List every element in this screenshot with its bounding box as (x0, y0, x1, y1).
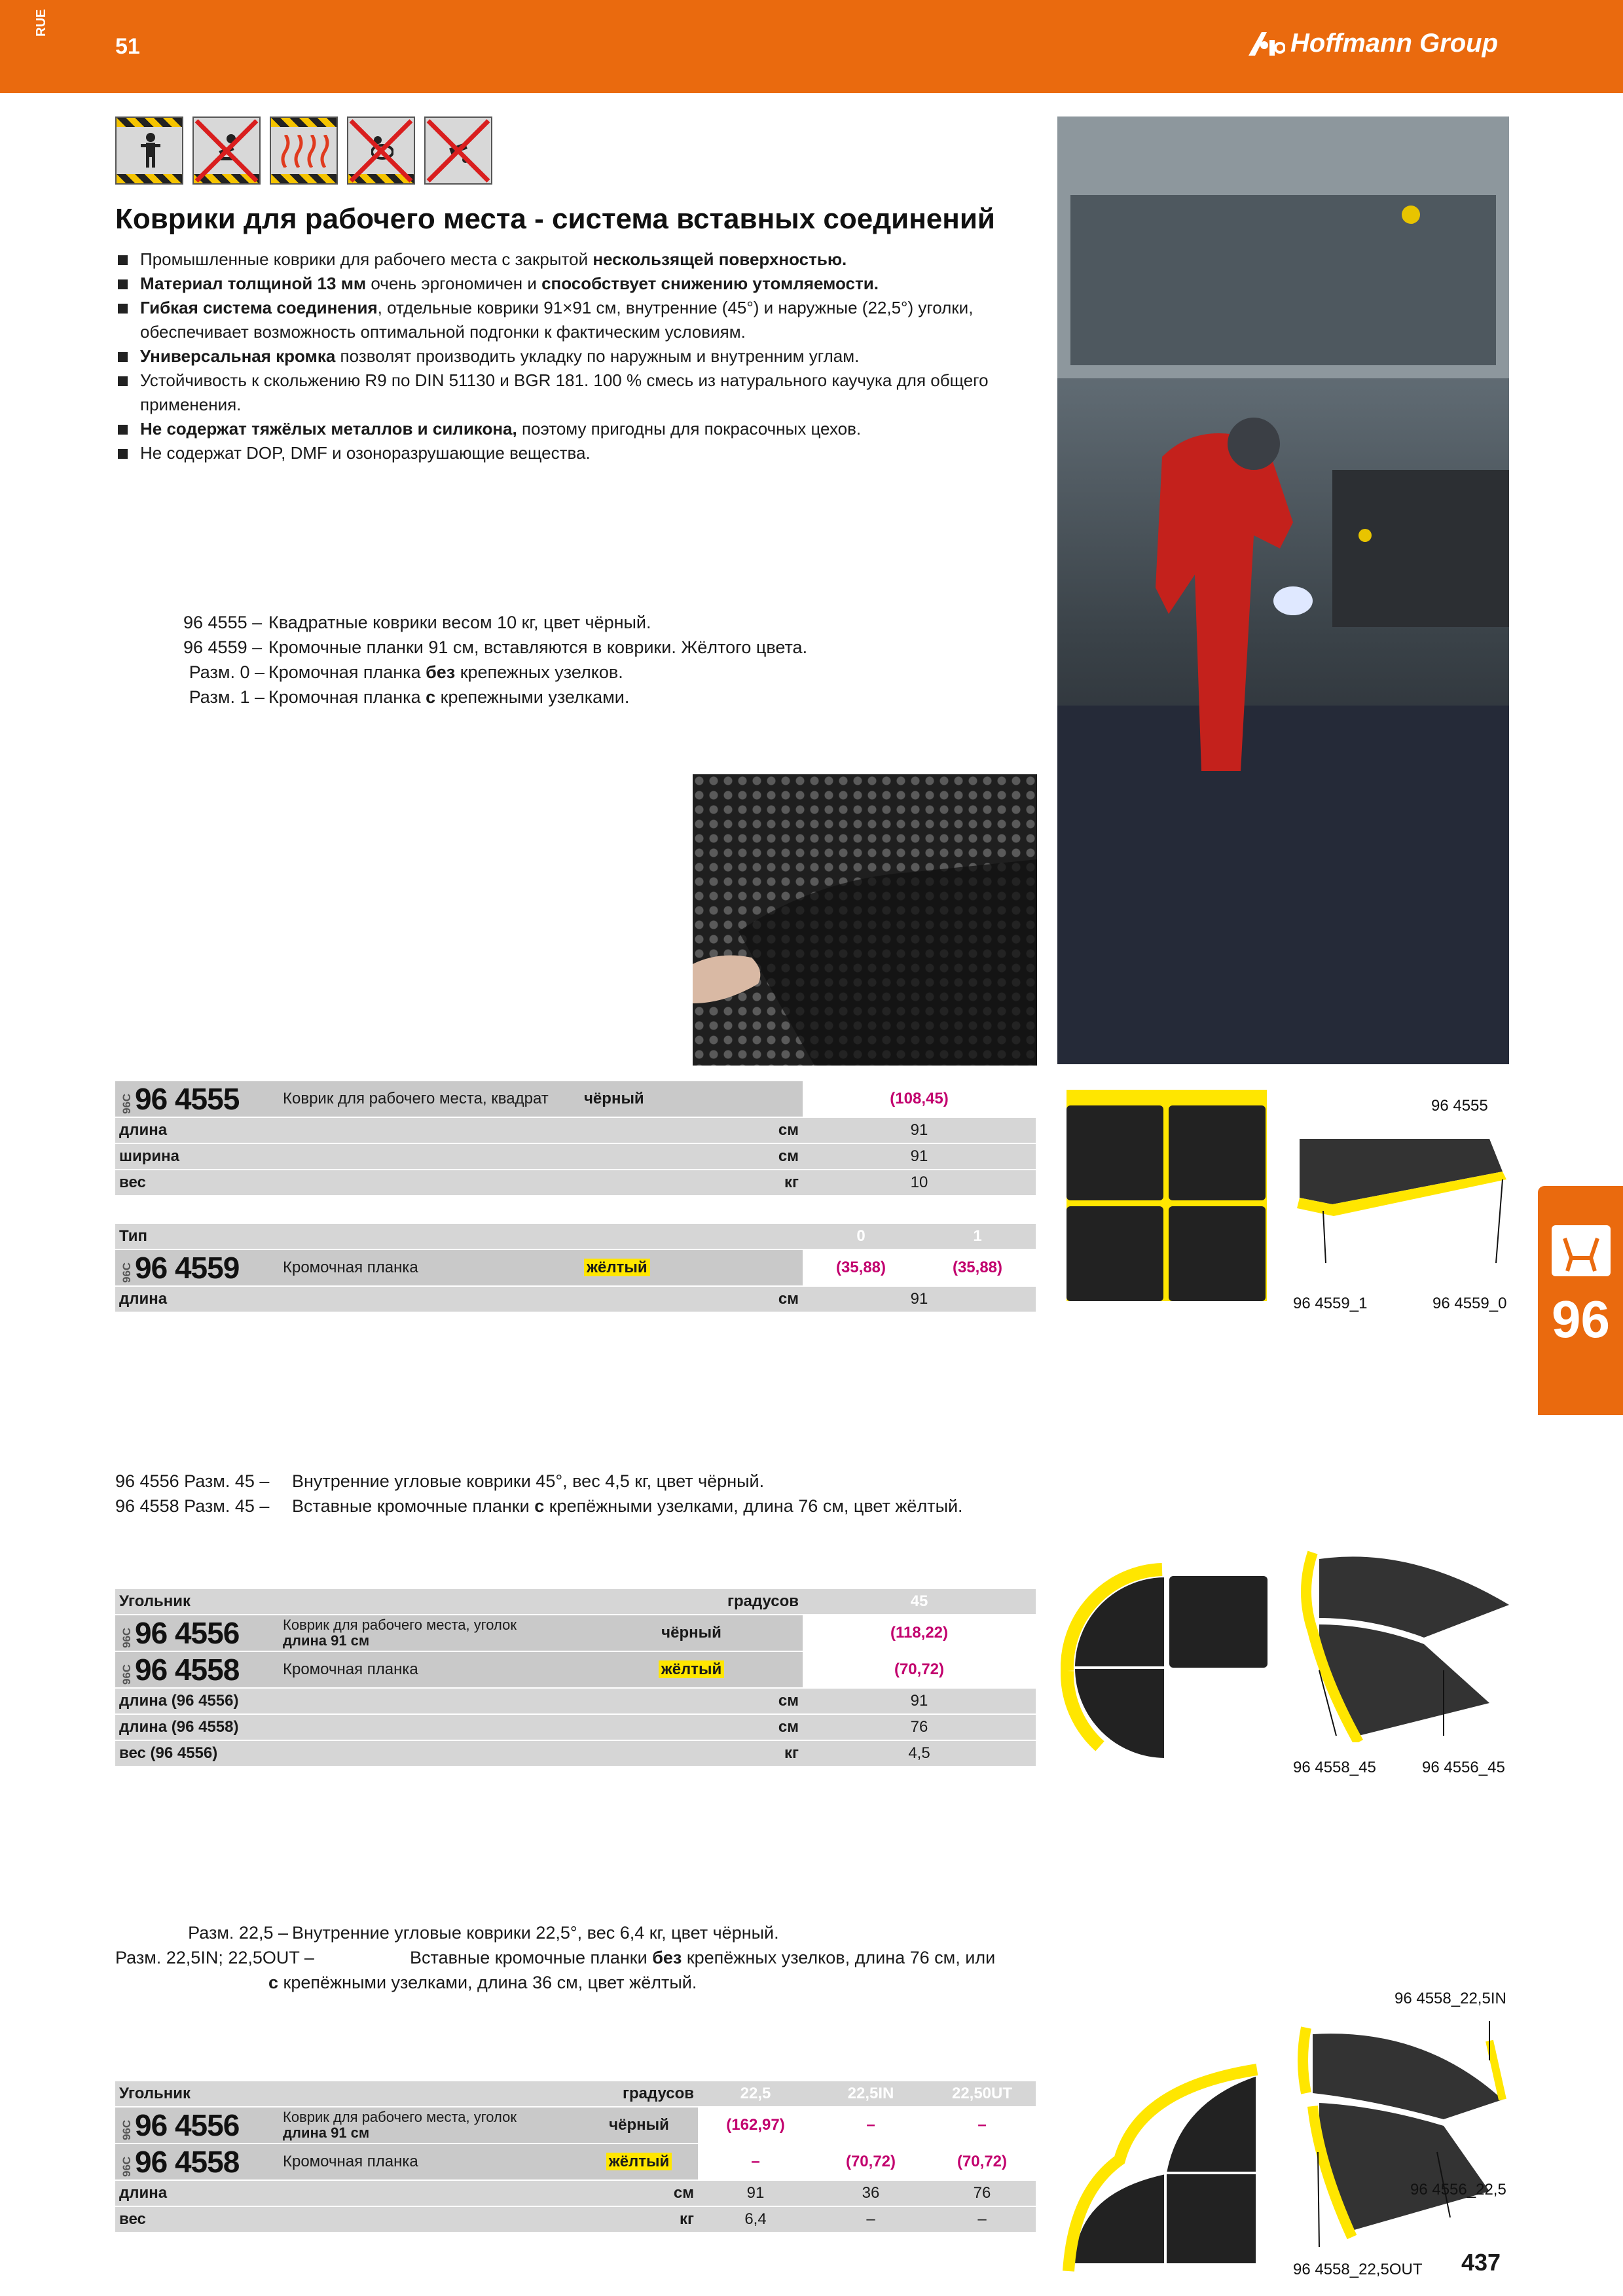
table-row: ширина см 91 (115, 1143, 1036, 1170)
corner-22-5-3d-diagram (1293, 2021, 1509, 2247)
edge-strip-diagram (1293, 1132, 1509, 1263)
table-row (115, 1081, 1036, 1117)
country-code: RUE (34, 9, 48, 37)
heat-resistant-icon (270, 117, 338, 185)
feature-item: Не содержат DOP, DMF и озоноразрушающие вещества. (115, 441, 1032, 465)
caption-964558-22-5out: 96 4558_22,5OUT (1293, 2261, 1423, 2278)
brand-logo (1247, 29, 1498, 58)
no-heavy-metals-icon (347, 117, 415, 185)
feature-item: Устойчивость к скольжению R9 по DIN 51130 и BGR 181. 100 % смесь из натурального каучука для общего применения. (115, 368, 1032, 417)
table-row: вес кг 10 (115, 1170, 1036, 1196)
corner-45-diagram (1061, 1563, 1277, 1759)
caption-964558-45: 96 4558_45 (1293, 1759, 1376, 1776)
article-number[interactable]: 96 4555 (135, 1082, 240, 1116)
table-row: 96C96 4558 Кромочная планка жёлтый (70,72) (115, 1651, 1036, 1688)
corner-22-5-diagram (1061, 2062, 1270, 2278)
welder-photo (1057, 117, 1509, 1064)
table-row: Угольник градусов 45 (115, 1589, 1036, 1615)
article-number[interactable]: 96 4556 (135, 2108, 240, 2142)
anti-fatigue-icon (115, 117, 183, 185)
description-1: 96 4555 – Квадратные коврики весом 10 кг, цвет чёрный. 96 4559 – Кромочные планки 91 см, вставляются в коврики. Жёлтого цвета. Разм. 0 – Кромочная планка без крепежных узелков. Разм. 1 – Кромочная планка с крепежными узелками. (183, 613, 808, 707)
no-slip-icon (192, 117, 261, 185)
table-row: 96C96 4556 Коврик для рабочего места, уголок длина 91 см чёрный (162,97) – – (115, 2107, 1036, 2144)
caption-964559-0: 96 4559_0 (1432, 1295, 1507, 1312)
feature-item: Материал толщиной 13 мм очень эргономичен и способствует снижению утомляемости. (115, 272, 1032, 296)
feature-item: Универсальная кромка позволят производить укладку по наружным и внутренним углам. (115, 344, 1032, 368)
feature-item: Промышленные коврики для рабочего места с закрытой нескользящей поверхностью. (115, 247, 1032, 272)
feature-item: Гибкая система соединения, отдельные коврики 91×91 см, внутренние (45°) и наружные (22,5°) уголки, обеспечивает возможность оптимальной подгонки к фактическим условиям. (115, 296, 1032, 344)
caption-964558-22-5in: 96 4558_22,5IN (1395, 1990, 1506, 2007)
product-name: Коврик для рабочего места, квадрат (279, 1081, 580, 1117)
product-price: (108,45) (803, 1081, 1036, 1117)
product-table-45 (115, 1589, 1036, 1767)
table-row: Угольник градусов 22,5 22,5IN 22,50UT (115, 2081, 1036, 2107)
table-row: длина (96 4556) см 91 (115, 1688, 1036, 1714)
table-row: длина см 91 36 76 (115, 2180, 1036, 2206)
corner-45-3d-diagram (1293, 1539, 1509, 1742)
table-row: 96C96 4559 Кромочная планка жёлтый (35,88) (35,88) (115, 1249, 1036, 1286)
caption-964555: 96 4555 (1431, 1097, 1488, 1115)
table-row: 96C96 4558 Кромочная планка жёлтый – (70,72) (70,72) (115, 2144, 1036, 2180)
hoffmann-logo-icon (1247, 31, 1285, 57)
article-number[interactable]: 96 4559 (135, 1251, 240, 1285)
table-row: длина (96 4558) см 76 (115, 1714, 1036, 1740)
table-row: Тип 0 1 (115, 1224, 1036, 1249)
page-number-top: 51 (115, 34, 140, 59)
page-title: Коврики для рабочего места - система вставных соединений (115, 203, 995, 235)
category-code: 96C (120, 1093, 133, 1114)
product-table-964555 (115, 1081, 1036, 1196)
feature-list (115, 247, 1032, 465)
mat-detail-photo (693, 774, 1037, 1066)
brand-name: Hoffmann Group (1290, 29, 1499, 58)
description-3: Разм. 22,5 – Внутренние угловые коврики 22,5°, вес 6,4 кг, цвет чёрный. Разм. 22,5IN; 22,5OUT – Вставные кромочные планки без крепёжных узелков, длина 76 см, или с крепёжными узелками, длина 36 см, цвет жёлтый. (115, 1923, 996, 1992)
product-table-964559 (115, 1224, 1036, 1313)
feature-item: Не содержат тяжёлых металлов и силикона, поэтому пригодны для покрасочных цехов. (115, 417, 1032, 441)
caption-964556-45: 96 4556_45 (1422, 1759, 1505, 1776)
chair-icon (1552, 1225, 1611, 1276)
description-2: 96 4556 Разм. 45 – Внутренние угловые коврики 45°, вес 4,5 кг, цвет чёрный. 96 4558 Разм. 45 – Вставные кромочные планки с крепёжными узелками, длина 76 см, цвет жёлтый. (115, 1471, 963, 1516)
table-row: длина см 91 (115, 1286, 1036, 1312)
article-number[interactable]: 96 4558 (135, 2145, 240, 2179)
caption-964556-22-5: 96 4556_22,5 (1410, 2181, 1506, 2198)
product-table-22-5 (115, 2081, 1036, 2233)
product-color: чёрный (580, 1081, 803, 1117)
caption-964559-1: 96 4559_1 (1293, 1295, 1368, 1312)
table-row: длина см 91 (115, 1117, 1036, 1143)
no-silicone-icon (424, 117, 492, 185)
article-number[interactable]: 96 4556 (135, 1616, 240, 1650)
table-row: вес (96 4556) кг 4,5 (115, 1740, 1036, 1767)
chapter-number: 96 (1552, 1290, 1610, 1348)
table-row: вес кг 6,4 – – (115, 2206, 1036, 2233)
table-row: 96C96 4556 Коврик для рабочего места, уголок длина 91 см чёрный (118,22) (115, 1615, 1036, 1651)
square-mats-diagram (1057, 1090, 1286, 1316)
article-number[interactable]: 96 4558 (135, 1653, 240, 1687)
page-number-bottom: 437 (1461, 2249, 1501, 2276)
